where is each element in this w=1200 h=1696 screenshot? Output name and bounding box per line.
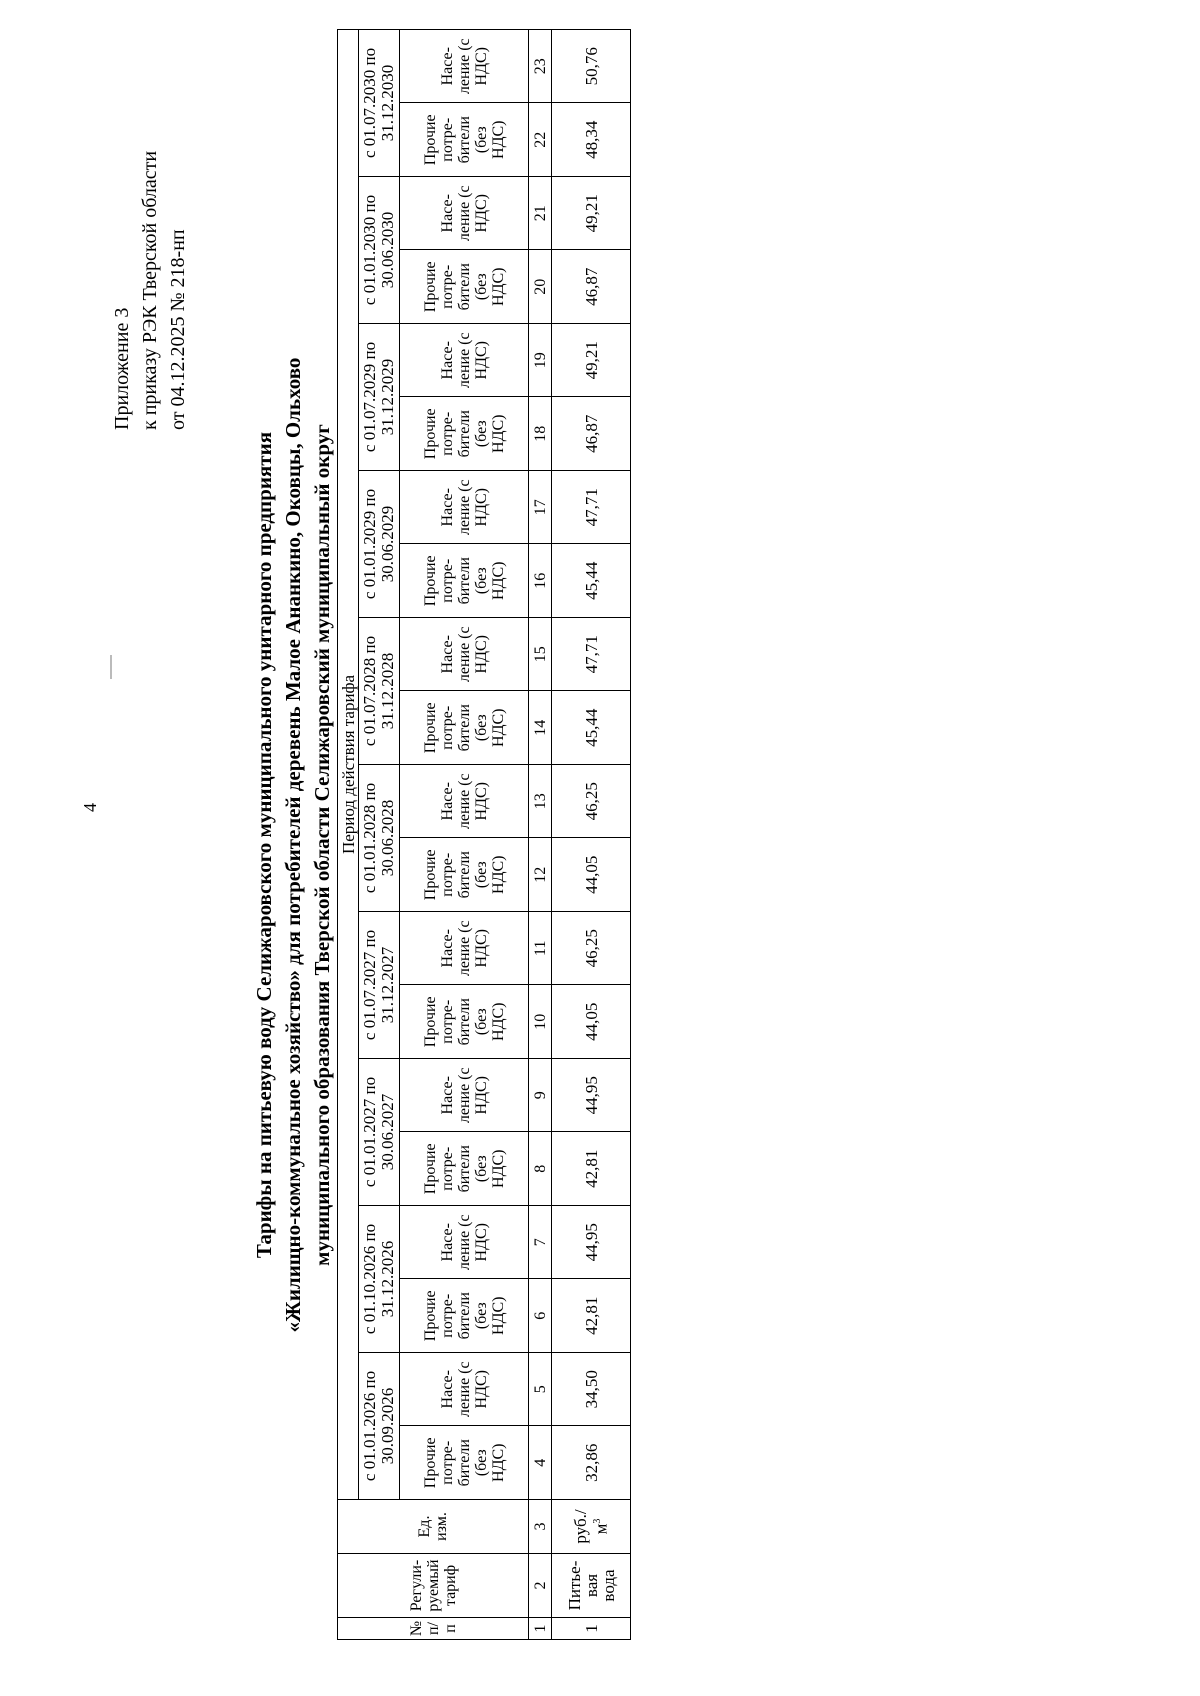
column-number: 20 (529, 250, 552, 324)
header-other-consumers: Прочие потре-бители (без НДС) (400, 250, 529, 324)
tariff-value-cell: 44,05 (552, 838, 631, 912)
column-number: 6 (529, 1279, 552, 1353)
period-header: с 01.07.2027 по 31.12.2027 (359, 912, 400, 1059)
column-number: 2 (529, 1554, 552, 1618)
title-line-2: «Жилищно-коммунальное хозяйство» для потребителей деревень Малое Ананкино, Оковцы, Ольхово (281, 357, 305, 1333)
column-number: 12 (529, 838, 552, 912)
tariff-value-cell: 50,76 (552, 29, 631, 103)
header-population: Насе-ление (с НДС) (400, 471, 529, 545)
column-number: 8 (529, 1132, 552, 1206)
title-line-3: муниципального образования Тверской области Селижаровский муниципальный округ (310, 424, 334, 1266)
tariff-value-cell: 34,50 (552, 1353, 631, 1427)
landscape-page (0, 30, 1110, 1660)
column-number: 16 (529, 544, 552, 618)
column-number: 5 (529, 1353, 552, 1427)
tariff-value-cell: 45,44 (552, 544, 631, 618)
period-header: с 01.01.2026 по 30.09.2026 (359, 1353, 400, 1500)
row-tariff-name: Питье-вая вода (552, 1554, 631, 1618)
column-number: 18 (529, 397, 552, 471)
header-other-consumers: Прочие потре-бители (без НДС) (400, 838, 529, 912)
tariff-value-cell: 44,05 (552, 985, 631, 1059)
header-population: Насе-ление (с НДС) (400, 618, 529, 692)
row-number: 1 (552, 1618, 631, 1640)
appendix-line-1: Приложение 3 (111, 307, 133, 430)
column-number: 14 (529, 691, 552, 765)
row-unit-text: руб./м (571, 1509, 611, 1544)
header-population: Насе-ление (с НДС) (400, 1059, 529, 1133)
tariff-value-cell: 42,81 (552, 1279, 631, 1353)
column-number: 15 (529, 618, 552, 692)
column-number: 21 (529, 177, 552, 251)
tariff-value-cell: 49,21 (552, 177, 631, 251)
tariff-value-cell: 47,71 (552, 471, 631, 545)
tariff-value-cell: 45,44 (552, 691, 631, 765)
tariff-value-cell: 46,25 (552, 912, 631, 986)
header-regulated-tariff: Регули-руемый тариф (338, 1554, 529, 1618)
header-population: Насе-ление (с НДС) (400, 912, 529, 986)
column-number: 17 (529, 471, 552, 545)
column-number: 3 (529, 1500, 552, 1554)
column-number: 4 (529, 1426, 552, 1500)
row-unit-superscript: 3 (592, 1518, 604, 1524)
column-number: 7 (529, 1206, 552, 1280)
tariff-value-cell: 48,34 (552, 103, 631, 177)
tariff-value-cell: 46,87 (552, 250, 631, 324)
document-title (250, 30, 337, 1660)
column-number: 19 (529, 324, 552, 398)
appendix-reference (108, 151, 192, 430)
period-header: с 01.07.2030 по 31.12.2030 (359, 29, 400, 176)
header-other-consumers: Прочие потре-бители (без НДС) (400, 544, 529, 618)
tariff-value-cell: 49,21 (552, 324, 631, 398)
header-other-consumers: Прочие потре-бители (без НДС) (400, 1279, 529, 1353)
appendix-line-2: к приказу РЭК Тверской области (139, 150, 161, 430)
tariff-value-cell: 44,95 (552, 1059, 631, 1133)
period-header: с 01.07.2028 по 31.12.2028 (359, 618, 400, 765)
table-row (552, 29, 631, 1639)
header-row-number: № п/ п (338, 1618, 529, 1640)
header-other-consumers: Прочие потре-бители (без НДС) (400, 103, 529, 177)
tariff-value-cell: 46,87 (552, 397, 631, 471)
period-header: с 01.01.2028 по 30.06.2028 (359, 765, 400, 912)
header-period: Период действия тарифа (338, 29, 359, 1499)
header-population: Насе-ление (с НДС) (400, 177, 529, 251)
page-number: 4 (80, 803, 100, 812)
tariff-value-cell: 42,81 (552, 1132, 631, 1206)
period-header: с 01.07.2029 по 31.12.2029 (359, 324, 400, 471)
tariff-table (337, 29, 631, 1640)
header-population: Насе-ление (с НДС) (400, 765, 529, 839)
period-header-row (359, 29, 400, 1639)
period-header: с 01.01.2027 по 30.06.2027 (359, 1059, 400, 1206)
period-header: с 01.01.2030 по 30.06.2030 (359, 177, 400, 324)
header-population: Насе-ление (с НДС) (400, 324, 529, 398)
column-number: 13 (529, 765, 552, 839)
column-number: 1 (529, 1618, 552, 1640)
column-number: 11 (529, 912, 552, 986)
column-number: 10 (529, 985, 552, 1059)
tariff-value-cell: 44,95 (552, 1206, 631, 1280)
column-number-row (529, 29, 552, 1639)
header-other-consumers: Прочие потре-бители (без НДС) (400, 397, 529, 471)
title-line-1: Тарифы на питьевую воду Селижаровского муниципального унитарного предприятия (252, 431, 276, 1259)
appendix-line-3: от 04.12.2025 № 218-нп (167, 229, 189, 430)
column-number: 22 (529, 103, 552, 177)
header-population: Насе-ление (с НДС) (400, 1353, 529, 1427)
header-population: Насе-ление (с НДС) (400, 1206, 529, 1280)
header-other-consumers: Прочие потре-бители (без НДС) (400, 985, 529, 1059)
header-population: Насе-ление (с НДС) (400, 29, 529, 103)
column-number: 9 (529, 1059, 552, 1133)
period-header: с 01.01.2029 по 30.06.2029 (359, 471, 400, 618)
consumer-header-row (400, 29, 529, 1639)
tariff-value-cell: 46,25 (552, 765, 631, 839)
row-unit (552, 1500, 631, 1554)
column-number: 23 (529, 29, 552, 103)
header-other-consumers: Прочие потре-бители (без НДС) (400, 1132, 529, 1206)
tariff-value-cell: 32,86 (552, 1426, 631, 1500)
header-other-consumers: Прочие потре-бители (без НДС) (400, 1426, 529, 1500)
header-other-consumers: Прочие потре-бители (без НДС) (400, 691, 529, 765)
period-header: с 01.10.2026 по 31.12.2026 (359, 1206, 400, 1353)
header-unit: Ед. изм. (338, 1500, 529, 1554)
tariff-value-cell: 47,71 (552, 618, 631, 692)
